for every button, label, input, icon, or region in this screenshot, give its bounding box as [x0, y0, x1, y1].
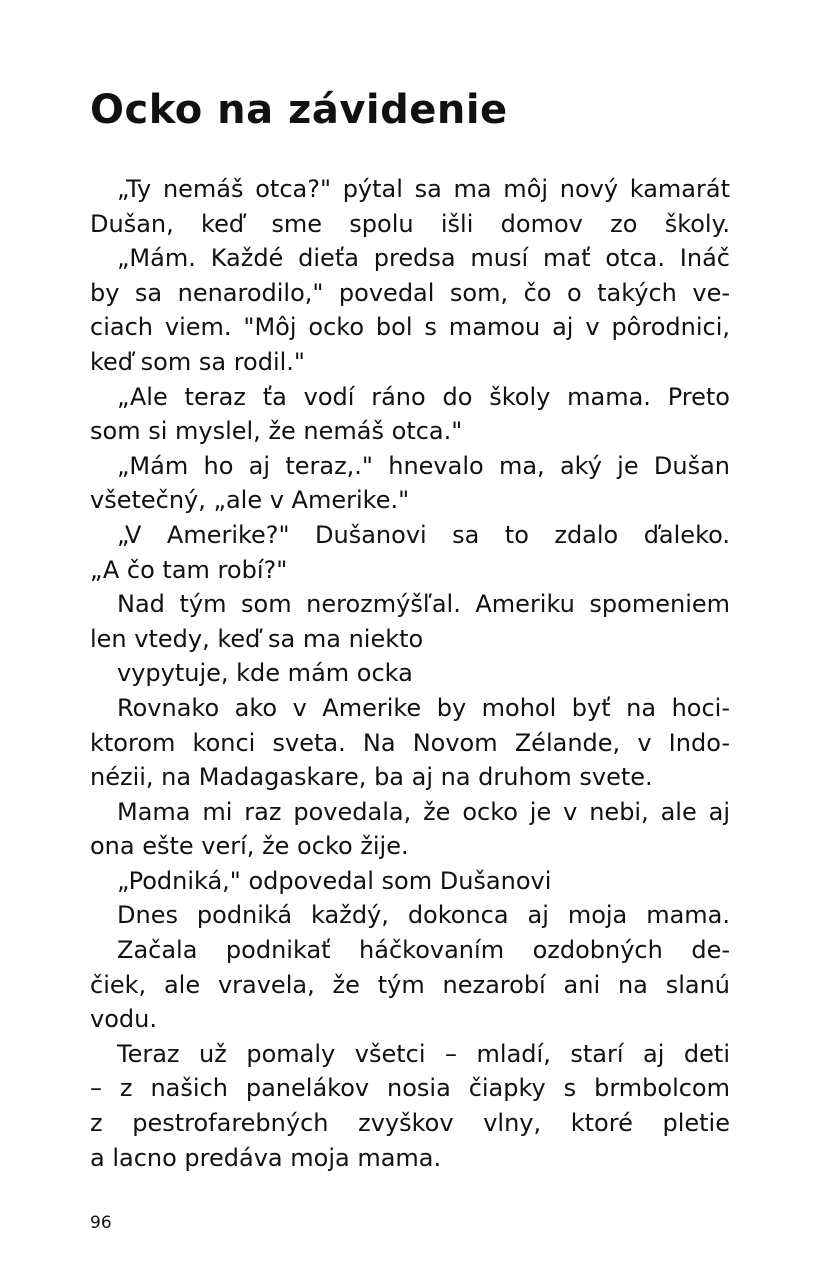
text-line: by sa nenarodilo," povedal som, čo o takých ve-: [90, 278, 730, 307]
text-line: nézii, na Madagaskare, ba aj na druhom svete.: [90, 763, 653, 792]
text-line: „A čo tam robí?": [90, 555, 288, 584]
text-line: ona ešte verí, že ocko žije.: [90, 832, 409, 861]
text-line: „V Amerike?" Dušanovi sa to zdalo ďaleko.: [117, 520, 730, 549]
text-line: ktorom konci sveta. Na Novom Zélande, v Indo-: [90, 728, 730, 757]
text-line: vodu.: [90, 1005, 157, 1034]
page-number: 96: [90, 1213, 112, 1233]
text-line: „Ale teraz ťa vodí ráno do školy mama. Preto: [117, 382, 730, 411]
text-line: vypytuje, kde mám ocka: [117, 659, 413, 688]
text-line: a lacno predáva moja mama.: [90, 1143, 442, 1172]
text-line: Nad tým som nerozmýšľal. Ameriku spomeniem: [117, 590, 730, 619]
text-line: – z našich panelákov nosia čiapky s brmbolcom: [90, 1074, 730, 1103]
text-line: Rovnako ako v Amerike by mohol byť na hoci-: [117, 693, 730, 722]
text-line: Teraz už pomaly všetci – mladí, starí aj deti: [117, 1039, 730, 1068]
text-line: ciach viem. "Môj ocko bol s mamou aj v pôrodnici,: [90, 313, 730, 342]
text-line: „Mám ho aj teraz,." hnevalo ma, aký je Dušan: [117, 451, 730, 480]
text-line: len vtedy, keď sa ma niekto: [90, 624, 424, 653]
text-line: „Mám. Každé dieťa predsa musí mať otca. Ináč: [117, 244, 730, 273]
text-line: z pestrofarebných zvyškov vlny, ktoré pletie: [90, 1109, 730, 1138]
text-line: „Ty nemáš otca?" pýtal sa ma môj nový kamarát: [117, 175, 730, 203]
text-line: Mama mi raz povedala, že ocko je v nebi, ale aj: [117, 797, 730, 826]
text-line: Dnes podniká každý, dokonca aj moja mama.: [117, 901, 730, 930]
text-line: všetečný, „ale v Amerike.": [90, 486, 410, 515]
text-line: keď som sa rodil.": [90, 347, 305, 376]
text-line: som si myslel, že nemáš otca.": [90, 417, 463, 446]
text-line: Dušan, keď sme spolu išli domov zo školy.: [90, 209, 730, 238]
text-line: čiek, ale vravela, že tým nezarobí ani na slanú: [90, 970, 730, 999]
text-line: „Podniká," odpovedal som Dušanovi: [117, 866, 552, 895]
text-line: Začala podnikať háčkovaním ozdobných de-: [117, 936, 730, 965]
chapter-title: Ocko na závidenie: [90, 87, 508, 133]
chapter-body: [90, 172, 730, 1175]
